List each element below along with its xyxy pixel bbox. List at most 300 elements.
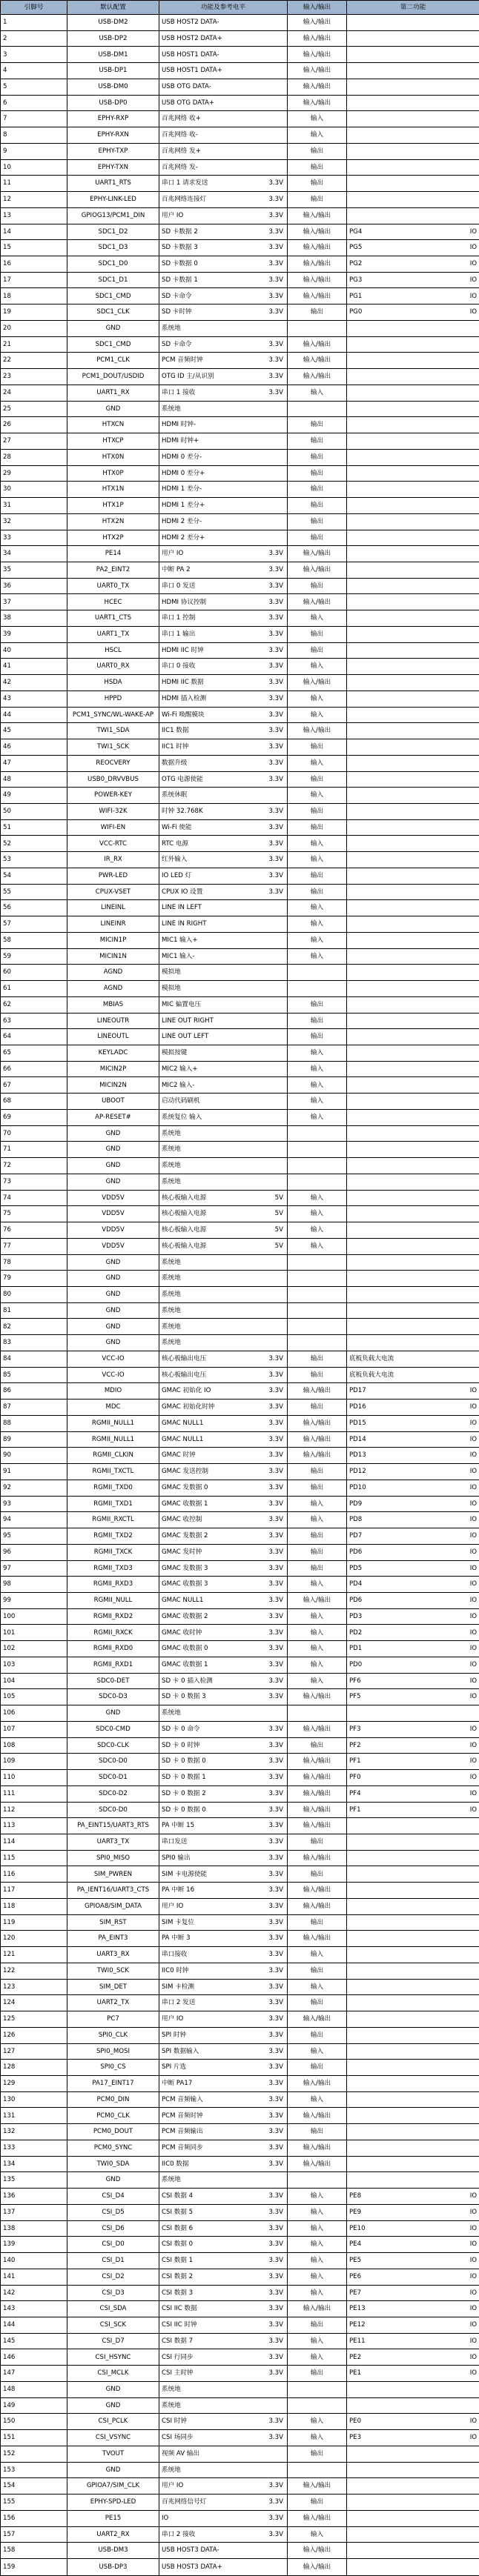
function-cell [159, 1592, 288, 1608]
default-config-cell: EPHY-LINK-LED [67, 192, 159, 208]
table-row [1, 1866, 479, 1883]
function-description: GMAC NULL1 [162, 1419, 204, 1427]
table-row [1, 1302, 479, 1319]
function-cell [159, 900, 288, 916]
direction-cell: 输出 [288, 2495, 347, 2511]
reference-voltage [283, 969, 285, 976]
function-description: USB HOST3 DATA+ [162, 2563, 222, 2571]
function-cell [159, 1866, 288, 1883]
pin-number-cell: 56 [1, 900, 67, 916]
default-config-cell: EPHY-RXN [67, 127, 159, 144]
table-row [1, 1512, 479, 1528]
second-function-type: IO [469, 2208, 477, 2216]
reference-voltage: 3.3V [268, 2514, 283, 2522]
direction-cell: 输出 [288, 1866, 347, 1883]
function-cell [159, 948, 288, 965]
pin-number-cell: 118 [1, 1898, 67, 1914]
second-function-type: IO [469, 2192, 477, 2200]
second-function-pin: PE3 [349, 2434, 362, 2442]
pin-number-cell: 94 [1, 1512, 67, 1528]
reference-voltage: 3.3V [268, 1548, 283, 1556]
function-description: 系统复位 输入 [162, 1114, 202, 1121]
default-config-cell: GND [67, 1174, 159, 1190]
function-cell [159, 1190, 288, 1206]
default-config-cell: SPI0_MOSI [67, 2043, 159, 2060]
table-row [1, 79, 479, 95]
direction-cell: 输入 [288, 1238, 347, 1254]
direction-cell: 输入/输出 [288, 30, 347, 47]
table-row [1, 1657, 479, 1673]
second-function-type: IO [469, 1725, 477, 1733]
function-cell [159, 836, 288, 852]
second-function-cell [347, 1464, 479, 1480]
pin-number-cell: 80 [1, 1287, 67, 1303]
pin-number-cell: 79 [1, 1271, 67, 1287]
default-config-cell: VDD5V [67, 1206, 159, 1222]
function-cell [159, 1673, 288, 1689]
function-cell [159, 1238, 288, 1254]
reference-voltage [283, 1002, 285, 1008]
direction-cell [288, 1174, 347, 1190]
pin-number-cell: 132 [1, 2124, 67, 2140]
second-function-pin: PG2 [349, 260, 363, 268]
second-function-cell [347, 1657, 479, 1673]
function-description: 系统地 [162, 2386, 181, 2394]
table-row [1, 482, 479, 498]
function-description: HDMI 0 差分- [162, 453, 202, 461]
reference-voltage: 3.3V [268, 2353, 283, 2361]
function-cell [159, 788, 288, 804]
function-description: 核心板输入电源 [162, 1226, 207, 1234]
default-config-cell: WIFI-32K [67, 803, 159, 819]
pin-number-cell: 133 [1, 2140, 67, 2156]
function-description: PA 中断 15 [162, 1822, 195, 1830]
second-function-cell [347, 788, 479, 804]
second-function-pin: PF1 [349, 1805, 361, 1814]
pin-number-cell: 98 [1, 1577, 67, 1593]
table-row [1, 159, 479, 176]
reference-voltage: 3.3V [268, 1870, 283, 1878]
second-function-cell [347, 1302, 479, 1319]
table-row [1, 401, 479, 417]
second-function-pin: PF0 [349, 1774, 361, 1782]
second-function-pin: PF3 [349, 1725, 361, 1733]
direction-cell: 输出 [288, 530, 347, 546]
second-function-pin: PE1 [349, 2369, 362, 2377]
direction-cell: 输出 [288, 143, 347, 159]
direction-cell: 输入 [288, 111, 347, 127]
second-function-pin: PD12 [349, 1468, 366, 1476]
default-config-cell: RGMII_NULL1 [67, 1431, 159, 1448]
function-cell [159, 1883, 288, 1899]
function-cell [159, 2381, 288, 2397]
default-config-cell: RGMII_RXD1 [67, 1657, 159, 1673]
table-row [1, 1431, 479, 1448]
function-description: CSI 数据 4 [162, 2192, 194, 2200]
second-function-cell [347, 1254, 479, 1271]
reference-voltage: 3.3V [268, 1966, 283, 1974]
second-function-cell [347, 1963, 479, 1979]
table-row [1, 369, 479, 385]
direction-cell: 输入/输出 [288, 272, 347, 288]
second-function-cell [347, 1512, 479, 1528]
second-function-cell [347, 707, 479, 723]
default-config-cell: CSI_D6 [67, 2220, 159, 2237]
default-config-cell: RGMII_CLKIN [67, 1448, 159, 1464]
reference-voltage [283, 1050, 285, 1056]
second-function-cell [347, 900, 479, 916]
direction-cell: 输出 [288, 482, 347, 498]
table-row [1, 2301, 479, 2317]
table-row [1, 127, 479, 144]
pin-number-cell: 71 [1, 1142, 67, 1158]
reference-voltage: 3.3V [268, 1612, 283, 1620]
function-description: GMAC 收数据 1 [162, 1660, 208, 1668]
reference-voltage: 3.3V [268, 2192, 283, 2200]
second-function-cell [347, 2189, 479, 2205]
second-function-cell [347, 79, 479, 95]
default-config-cell: UART1_CTS [67, 610, 159, 627]
default-config-cell: SDC0-D0 [67, 1802, 159, 1818]
direction-cell: 输入/输出 [288, 1431, 347, 1448]
second-function-cell [347, 1174, 479, 1190]
table-row [1, 1705, 479, 1722]
function-description: GMAC 时钟 [162, 1451, 196, 1460]
direction-cell: 输出 [288, 1914, 347, 1931]
function-description: CSI 场同步 [162, 2434, 194, 2442]
direction-cell [288, 1319, 347, 1335]
direction-cell: 输入 [288, 932, 347, 948]
function-cell [159, 1496, 288, 1512]
default-config-cell: HTX1N [67, 482, 159, 498]
function-description: PCM 音频时钟 [162, 356, 203, 365]
function-cell [159, 192, 288, 208]
pin-number-cell: 61 [1, 981, 67, 997]
reference-voltage: 3.3V [268, 662, 283, 670]
default-config-cell: GND [67, 1319, 159, 1335]
default-config-cell: GND [67, 2381, 159, 2397]
reference-voltage: 3.3V [268, 1403, 283, 1411]
second-function-type: IO [469, 2272, 477, 2280]
function-description: 模拟按键 [162, 1049, 188, 1057]
default-config-cell: CSI_HSYNC [67, 2349, 159, 2366]
reference-voltage: 5V [274, 1242, 283, 1250]
direction-cell: 输入/输出 [288, 1850, 347, 1866]
direction-cell: 输入/输出 [288, 95, 347, 111]
pin-number-cell: 117 [1, 1883, 67, 1899]
default-config-cell: SDC0-D3 [67, 1689, 159, 1705]
second-function-cell [347, 1785, 479, 1802]
function-description: CSI 数据 3 [162, 2289, 194, 2297]
second-function-cell [347, 1109, 479, 1125]
direction-cell [288, 401, 347, 417]
reference-voltage [283, 1098, 285, 1105]
second-function-cell [347, 948, 479, 965]
function-cell [159, 304, 288, 321]
function-cell [159, 1963, 288, 1979]
pin-number-cell: 135 [1, 2172, 67, 2189]
function-description: 系统地 [162, 2466, 181, 2474]
second-function-cell [347, 996, 479, 1013]
second-function-cell [347, 1367, 479, 1383]
second-function-cell [347, 1206, 479, 1222]
second-function-cell [347, 1222, 479, 1239]
second-function-type: IO [469, 2417, 477, 2426]
table-row [1, 465, 479, 482]
direction-cell: 输入 [288, 1190, 347, 1206]
second-function-cell [347, 884, 479, 900]
function-cell [159, 1512, 288, 1528]
reference-voltage: 3.3V [268, 1419, 283, 1427]
second-function-type: IO [469, 308, 477, 316]
reference-voltage: 3.3V [268, 1355, 283, 1363]
direction-cell: 输出 [288, 1528, 347, 1545]
function-cell [159, 868, 288, 884]
default-config-cell: RGMII_RXD0 [67, 1641, 159, 1657]
second-function-type: IO [469, 2305, 477, 2313]
direction-cell: 输出 [288, 498, 347, 514]
pin-number-cell: 40 [1, 642, 67, 659]
default-config-cell: SPI0_MISO [67, 1850, 159, 1866]
direction-cell: 输出 [288, 2366, 347, 2382]
second-function-cell [347, 1142, 479, 1158]
second-function-cell [347, 1802, 479, 1818]
reference-voltage: 3.3V [268, 1677, 283, 1685]
table-row [1, 1737, 479, 1754]
reference-voltage: 3.3V [268, 2224, 283, 2232]
second-function-pin: PD6 [349, 1597, 363, 1605]
reference-voltage: 3.3V [268, 2417, 283, 2426]
reference-voltage: 3.3V [268, 1805, 283, 1814]
reference-voltage: 3.3V [268, 1516, 283, 1524]
function-cell [159, 482, 288, 498]
function-cell [159, 2043, 288, 2060]
direction-cell: 输入/输出 [288, 1415, 347, 1431]
second-function-cell [347, 353, 479, 369]
pin-number-cell: 33 [1, 530, 67, 546]
second-function-cell [347, 2526, 479, 2543]
default-config-cell: VDD5V [67, 1238, 159, 1254]
function-description: HDMI IIC 数据 [162, 679, 204, 687]
second-function-cell [347, 2140, 479, 2156]
default-config-cell: SPI0_CLK [67, 2027, 159, 2043]
second-function-pin: PE4 [349, 2240, 362, 2249]
second-function-cell [347, 192, 479, 208]
function-description: Wi-Fi 使能 [162, 823, 192, 831]
second-function-cell [347, 2076, 479, 2092]
second-function-type: IO [469, 2369, 477, 2377]
function-description: GMAC 收数据 2 [162, 1612, 208, 1620]
direction-cell: 输入 [288, 2414, 347, 2430]
table-row [1, 1898, 479, 1914]
pin-number-cell: 85 [1, 1367, 67, 1383]
function-description: IO [162, 2514, 169, 2522]
function-description: MIC2 输入- [162, 1081, 195, 1089]
second-function-type: IO [469, 1741, 477, 1749]
second-function-pin: PD4 [349, 1580, 363, 1588]
reference-voltage: 3.3V [268, 1371, 283, 1379]
second-function-type: IO [469, 1628, 477, 1637]
table-row [1, 2510, 479, 2526]
second-function-type: IO [469, 1451, 477, 1460]
pin-number-cell: 122 [1, 1963, 67, 1979]
function-cell [159, 1302, 288, 1319]
pin-number-cell: 97 [1, 1560, 67, 1577]
pin-number-cell: 152 [1, 2446, 67, 2462]
second-function-cell [347, 1125, 479, 1142]
reference-voltage [283, 470, 285, 477]
second-function-type: IO [469, 2257, 477, 2265]
second-function-type: IO [469, 1580, 477, 1588]
function-description: 模拟地 [162, 985, 181, 993]
second-function-pin: PF5 [349, 1693, 361, 1701]
reference-voltage: 3.3V [268, 1983, 283, 1991]
second-function-cell [347, 30, 479, 47]
function-description: 串口 0 发送 [162, 582, 196, 590]
reference-voltage: 3.3V [268, 2063, 283, 2071]
default-config-cell: RGMII_RXCTL [67, 1512, 159, 1528]
second-function-cell [347, 2253, 479, 2269]
table-row [1, 1125, 479, 1142]
default-config-cell: HTX0N [67, 449, 159, 465]
pin-number-cell: 62 [1, 996, 67, 1013]
direction-cell [288, 1302, 347, 1319]
function-cell [159, 1689, 288, 1705]
table-row [1, 2349, 479, 2366]
function-cell [159, 2333, 288, 2349]
reference-voltage: 3.3V [268, 1483, 283, 1491]
function-description: CSI IIC 时钟 [162, 2321, 197, 2329]
function-cell [159, 2027, 288, 2043]
pin-number-cell: 145 [1, 2333, 67, 2349]
direction-cell: 输出 [288, 2124, 347, 2140]
second-function-type: IO [469, 1387, 477, 1395]
table-row [1, 771, 479, 788]
second-function-cell [347, 240, 479, 256]
table-row [1, 562, 479, 578]
second-function-cell [347, 610, 479, 627]
second-function-cell [347, 1931, 479, 1947]
second-function-cell [347, 2108, 479, 2124]
reference-voltage [283, 1146, 285, 1153]
reference-voltage [283, 921, 285, 928]
second-function-cell [347, 498, 479, 514]
table-row [1, 192, 479, 208]
default-config-cell: USB-DP3 [67, 2559, 159, 2576]
table-row [1, 932, 479, 948]
pin-number-cell: 108 [1, 1737, 67, 1754]
second-function-cell [347, 642, 479, 659]
function-cell [159, 2189, 288, 2205]
pin-number-cell: 53 [1, 852, 67, 868]
default-config-cell: CSI_SCK [67, 2317, 159, 2334]
table-row [1, 1834, 479, 1850]
pin-number-cell: 130 [1, 2091, 67, 2108]
second-function-pin: PD5 [349, 1564, 363, 1572]
pin-number-cell: 17 [1, 272, 67, 288]
function-cell [159, 1544, 288, 1560]
function-description: CSI 行同步 [162, 2353, 194, 2361]
default-config-cell: VDD5V [67, 1190, 159, 1206]
function-cell [159, 852, 288, 868]
second-function-cell [347, 690, 479, 707]
second-function-cell [347, 385, 479, 401]
table-row [1, 2397, 479, 2414]
function-description: PA 中断 16 [162, 1886, 195, 1894]
direction-cell: 输入 [288, 1947, 347, 1963]
second-function-cell [347, 546, 479, 562]
table-row [1, 2220, 479, 2237]
direction-cell [288, 1158, 347, 1174]
pin-number-cell: 29 [1, 465, 67, 482]
default-config-cell: EPHY-TXN [67, 159, 159, 176]
function-cell [159, 2478, 288, 2495]
function-description: 串口 2 接收 [162, 2530, 196, 2538]
function-cell [159, 659, 288, 675]
default-config-cell: EPHY-SPD-LED [67, 2495, 159, 2511]
default-config-cell: PA_EINT15/UART3_RTS [67, 1818, 159, 1834]
function-cell [159, 465, 288, 482]
function-cell [159, 449, 288, 465]
direction-cell: 输入/输出 [288, 15, 347, 31]
reference-voltage: 3.3V [268, 888, 283, 896]
second-function-pin: PE12 [349, 2321, 366, 2329]
default-config-cell: PC7 [67, 2011, 159, 2028]
table-row [1, 1528, 479, 1545]
direction-cell: 输出 [288, 433, 347, 450]
reference-voltage [283, 535, 285, 542]
table-row [1, 1238, 479, 1254]
table-row [1, 675, 479, 691]
table-row [1, 1785, 479, 1802]
pin-number-cell: 88 [1, 1415, 67, 1431]
direction-cell: 输入/输出 [288, 2510, 347, 2526]
second-function-cell [347, 288, 479, 304]
function-description: SD 卡 0 命令 [162, 1725, 200, 1733]
table-row [1, 1383, 479, 1400]
second-function-type: IO [469, 1805, 477, 1814]
function-description: 系统地 [162, 1258, 181, 1266]
table-row [1, 803, 479, 819]
function-description: 百兆网络 发+ [162, 147, 201, 155]
default-config-cell: EPHY-RXP [67, 111, 159, 127]
second-function-cell [347, 2156, 479, 2172]
table-row [1, 63, 479, 79]
function-cell [159, 1094, 288, 1110]
default-config-cell: LINEINL [67, 900, 159, 916]
reference-voltage [283, 19, 285, 26]
function-cell [159, 2446, 288, 2462]
second-function-cell [347, 1883, 479, 1899]
function-description: 核心板输出电压 [162, 1371, 207, 1379]
reference-voltage: 3.3V [268, 1580, 283, 1588]
table-row [1, 1206, 479, 1222]
second-function-pin: PD14 [349, 1435, 366, 1443]
table-row [1, 2381, 479, 2397]
pin-number-cell: 32 [1, 513, 67, 530]
pin-number-cell: 41 [1, 659, 67, 675]
reference-voltage: 3.3V [268, 356, 283, 365]
reference-voltage [283, 84, 285, 90]
default-config-cell: SDC1_CLK [67, 304, 159, 321]
direction-cell: 输入/输出 [288, 63, 347, 79]
second-function-cell [347, 2446, 479, 2462]
table-row [1, 47, 479, 63]
pin-number-cell: 110 [1, 1770, 67, 1786]
function-cell [159, 30, 288, 47]
pin-number-cell: 143 [1, 2301, 67, 2317]
pin-number-cell: 57 [1, 916, 67, 933]
